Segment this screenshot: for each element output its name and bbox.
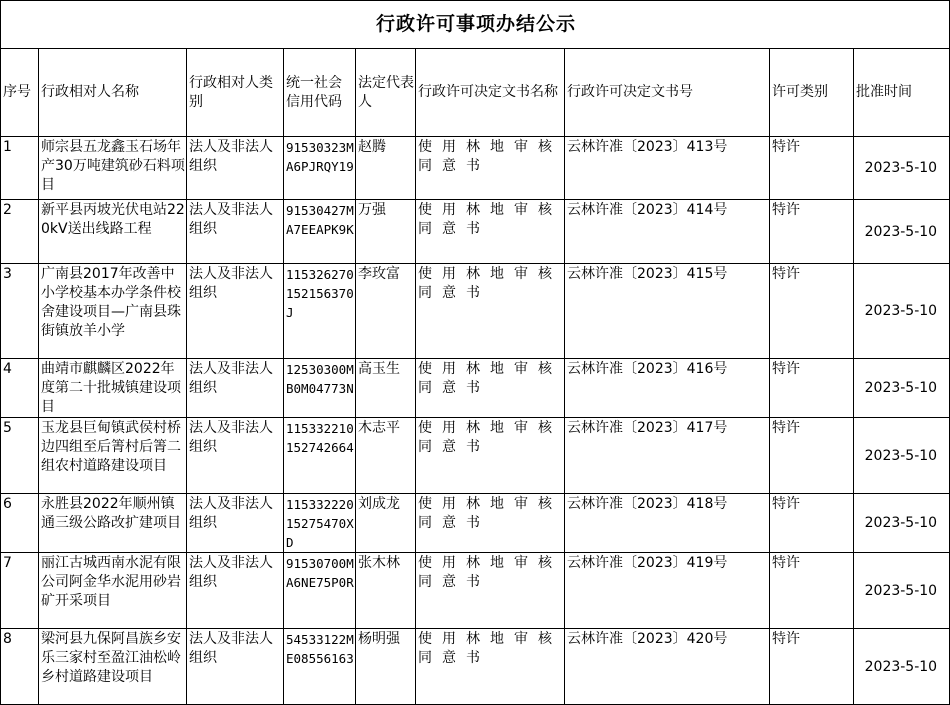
row-name: 丽江古城西南水泥有限公司阿金华水泥用砂岩矿开采项目 [39,553,187,629]
row-name: 广南县2017年改善中小学校基本办学条件校舍建设项目—广南县珠街镇放羊小学 [39,264,187,359]
row-decision-number: 云林许准〔2023〕419号 [565,553,770,629]
row-decision-name: 使用林地审核同意书 [416,418,565,494]
header-decision-name: 行政许可决定文书名称 [416,49,565,137]
row-permit-type: 特许 [770,200,854,264]
row-code: 91530700MA6NE75P0R [284,553,356,629]
row-representative: 刘成龙 [356,494,416,553]
row-approval-time: 2023-5-10 [854,629,950,705]
row-name: 新平县丙坡光伏电站220kV送出线路工程 [39,200,187,264]
row-decision-number: 云林许准〔2023〕418号 [565,494,770,553]
row-representative: 李玫富 [356,264,416,359]
table-row [1,137,950,200]
row-representative: 张木林 [356,553,416,629]
row-no: 8 [1,629,39,705]
row-decision-number: 云林许准〔2023〕414号 [565,200,770,264]
row-representative: 杨明强 [356,629,416,705]
row-representative: 木志平 [356,418,416,494]
row-approval-time: 2023-5-10 [854,200,950,264]
header-approval-time: 批准时间 [854,49,950,137]
header-row [1,49,950,137]
row-category: 法人及非法人组织 [187,494,284,553]
table-row [1,264,950,359]
row-decision-number: 云林许准〔2023〕420号 [565,629,770,705]
row-permit-type: 特许 [770,553,854,629]
row-category: 法人及非法人组织 [187,200,284,264]
row-approval-time: 2023-5-10 [854,264,950,359]
row-no: 3 [1,264,39,359]
row-approval-time: 2023-5-10 [854,494,950,553]
row-name: 师宗县五龙鑫玉石场年产30万吨建筑砂石料项目 [39,137,187,200]
row-category: 法人及非法人组织 [187,629,284,705]
row-permit-type: 特许 [770,359,854,418]
row-approval-time: 2023-5-10 [854,137,950,200]
row-permit-type: 特许 [770,629,854,705]
table-row [1,418,950,494]
table-row [1,629,950,705]
row-name: 梁河县九保阿昌族乡安乐三家村至盈江油松岭乡村道路建设项目 [39,629,187,705]
table-row [1,494,950,553]
row-decision-number: 云林许准〔2023〕417号 [565,418,770,494]
row-decision-number: 云林许准〔2023〕413号 [565,137,770,200]
row-decision-name: 使用林地审核同意书 [416,553,565,629]
row-category: 法人及非法人组织 [187,137,284,200]
title-row [1,1,950,49]
header-decision-number: 行政许可决定文书号 [565,49,770,137]
row-approval-time: 2023-5-10 [854,553,950,629]
row-decision-name: 使用林地审核同意书 [416,494,565,553]
row-no: 2 [1,200,39,264]
header-name: 行政相对人名称 [39,49,187,137]
header-code: 统一社会信用代码 [284,49,356,137]
header-category: 行政相对人类别 [187,49,284,137]
row-approval-time: 2023-5-10 [854,418,950,494]
row-no: 5 [1,418,39,494]
table-row [1,200,950,264]
row-code: 11533222015275470XD [284,494,356,553]
row-no: 6 [1,494,39,553]
row-no: 4 [1,359,39,418]
header-representative: 法定代表人 [356,49,416,137]
row-name: 玉龙县巨甸镇武侯村桥边四组至后箐村后箐二组农村道路建设项目 [39,418,187,494]
row-permit-type: 特许 [770,418,854,494]
row-no: 1 [1,137,39,200]
row-category: 法人及非法人组织 [187,418,284,494]
row-code: 115326270152156370J [284,264,356,359]
row-category: 法人及非法人组织 [187,359,284,418]
row-code: 115332210152742664 [284,418,356,494]
row-decision-name: 使用林地审核同意书 [416,359,565,418]
table-row [1,553,950,629]
row-category: 法人及非法人组织 [187,553,284,629]
row-decision-name: 使用林地审核同意书 [416,264,565,359]
header-no: 序号 [1,49,39,137]
row-decision-name: 使用林地审核同意书 [416,629,565,705]
row-decision-number: 云林许准〔2023〕416号 [565,359,770,418]
table-row [1,359,950,418]
row-code: 54533122ME08556163 [284,629,356,705]
row-representative: 赵腾 [356,137,416,200]
row-name: 曲靖市麒麟区2022年度第二十批城镇建设项目 [39,359,187,418]
page-title: 行政许可事项办结公示 [1,1,950,49]
row-permit-type: 特许 [770,494,854,553]
row-permit-type: 特许 [770,137,854,200]
row-category: 法人及非法人组织 [187,264,284,359]
row-decision-number: 云林许准〔2023〕415号 [565,264,770,359]
row-approval-time: 2023-5-10 [854,359,950,418]
row-decision-name: 使用林地审核同意书 [416,137,565,200]
row-decision-name: 使用林地审核同意书 [416,200,565,264]
row-representative: 高玉生 [356,359,416,418]
row-code: 12530300MB0M04773N [284,359,356,418]
row-code: 91530427MA7EEAPK9K [284,200,356,264]
row-code: 91530323MA6PJRQY19 [284,137,356,200]
row-name: 永胜县2022年顺州镇通三级公路改扩建项目 [39,494,187,553]
row-no: 7 [1,553,39,629]
row-representative: 万强 [356,200,416,264]
header-permit-type: 许可类别 [770,49,854,137]
row-permit-type: 特许 [770,264,854,359]
